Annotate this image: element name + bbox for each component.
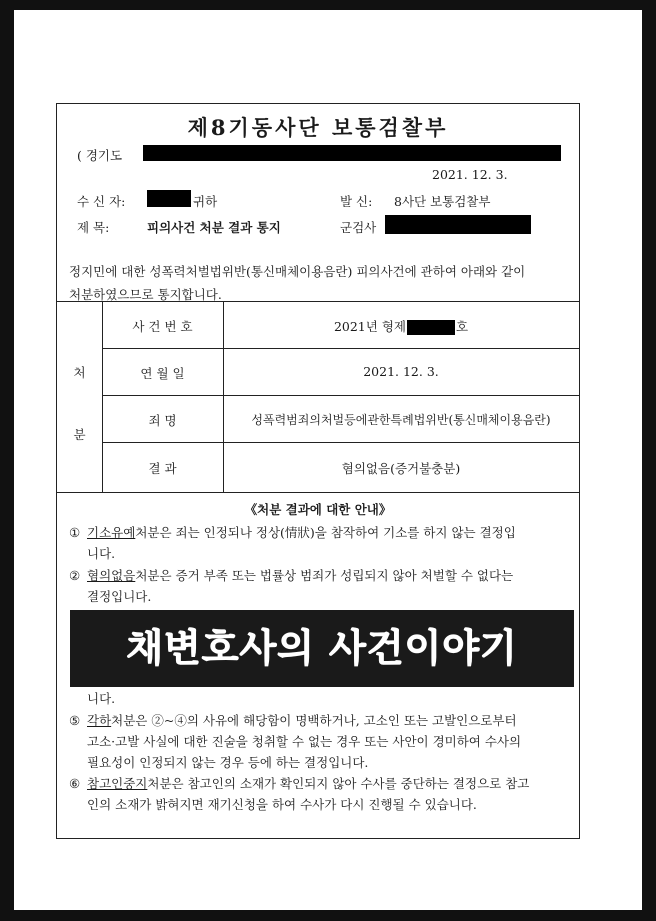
side-label-bottom: 분	[73, 427, 86, 442]
item-text: 필요성이 인정되지 않는 경우 등에 하는 결정입니다.	[87, 755, 369, 770]
recipient-address-prefix: ( 경기도	[77, 148, 123, 163]
recipient-suffix: 귀하	[193, 194, 218, 209]
term-witness-suspension: 참고인중지	[87, 776, 148, 791]
term-dismissal: 각하	[87, 713, 112, 728]
row-separator	[102, 395, 579, 396]
prosecutor-label: 군검사	[340, 220, 377, 235]
item-number: ①	[69, 525, 81, 540]
guide-item-6	[69, 773, 573, 815]
table-bottom-border	[57, 492, 579, 493]
body-line-2: 처분하였으므로 통지합니다.	[69, 287, 222, 302]
row-label-date: 연 월 일	[140, 366, 185, 381]
body-line-1: 정지민에 대한 성폭력처벌법위반(통신매체이용음란) 피의사건에 관하여 아래와 같이	[69, 264, 526, 279]
guide-title: 《처분 결과에 대한 안내》	[244, 502, 392, 517]
item-text: 처분은 참고인의 소재가 확인되지 않아 수사를 중단하는 결정으로 참고	[147, 776, 530, 791]
side-label-top: 처	[73, 365, 86, 380]
guide-item-1	[69, 522, 573, 564]
row-label-charge: 죄 명	[148, 413, 177, 428]
item-text: 니다.	[87, 691, 116, 706]
term-deferred-prosecution: 기소유예	[87, 525, 136, 540]
redacted-case-number	[407, 320, 455, 335]
subject-label: 제 목:	[77, 220, 110, 235]
redacted-address	[143, 145, 561, 161]
sender-label: 발 신:	[340, 194, 373, 209]
row-label-case-number: 사 건 번 호	[132, 319, 193, 334]
row-label-result: 결 과	[148, 461, 177, 476]
watermark-banner: 채변호사의 사건이야기	[70, 610, 574, 687]
disposition-table	[57, 301, 579, 492]
guide-item-4-tail	[69, 688, 573, 709]
row-value-case-number	[223, 317, 579, 335]
subject-value: 피의사건 처분 결과 통지	[147, 220, 281, 235]
issue-date: 2021. 12. 3.	[432, 167, 508, 182]
item-text: 처분은 ②~④의 사유에 해당함이 명백하거나, 고소인 또는 고발인으로부터	[111, 713, 517, 728]
redacted-recipient-name	[147, 190, 191, 207]
term-no-charge: 혐의없음	[87, 568, 136, 583]
sender-value: 8사단 보통검찰부	[394, 194, 491, 209]
item-text: 인의 소재가 밝혀지면 재기신청을 하여 수사가 다시 진행될 수 있습니다.	[87, 797, 477, 812]
row-value-charge: 성폭력범죄의처벌등에관한특례법위반(통신매체이용음란)	[251, 413, 551, 427]
row-value-result: 혐의없음(증거불충분)	[341, 461, 461, 476]
row-separator	[102, 442, 579, 443]
case-number-prefix: 2021년 형제	[333, 319, 406, 334]
item-number: ⑥	[69, 776, 81, 791]
guide-item-2	[69, 565, 573, 607]
recipient-label: 수 신 자:	[77, 194, 126, 209]
redacted-prosecutor-name	[385, 215, 531, 234]
item-number: ⑤	[69, 713, 81, 728]
item-text: 결정입니다.	[87, 589, 152, 604]
item-text: 처분은 증거 부족 또는 법률상 범죄가 성립되지 않아 처벌할 수 없다는	[135, 568, 514, 583]
item-text: 니다.	[87, 546, 116, 561]
guide-item-5	[69, 710, 573, 773]
item-text: 고소·고발 사실에 대한 진술을 청취할 수 없는 경우 또는 사안이 경미하여 수사의	[87, 734, 522, 749]
document-title: 제8기동사단 보통검찰부	[187, 115, 449, 140]
notice-document	[56, 103, 580, 839]
row-value-date: 2021. 12. 3.	[363, 364, 439, 379]
row-separator	[102, 348, 579, 349]
item-number: ②	[69, 568, 81, 583]
case-number-suffix: 호	[455, 319, 469, 334]
item-text: 처분은 죄는 인정되나 정상(情狀)을 참작하여 기소를 하지 않는 결정입	[135, 525, 516, 540]
